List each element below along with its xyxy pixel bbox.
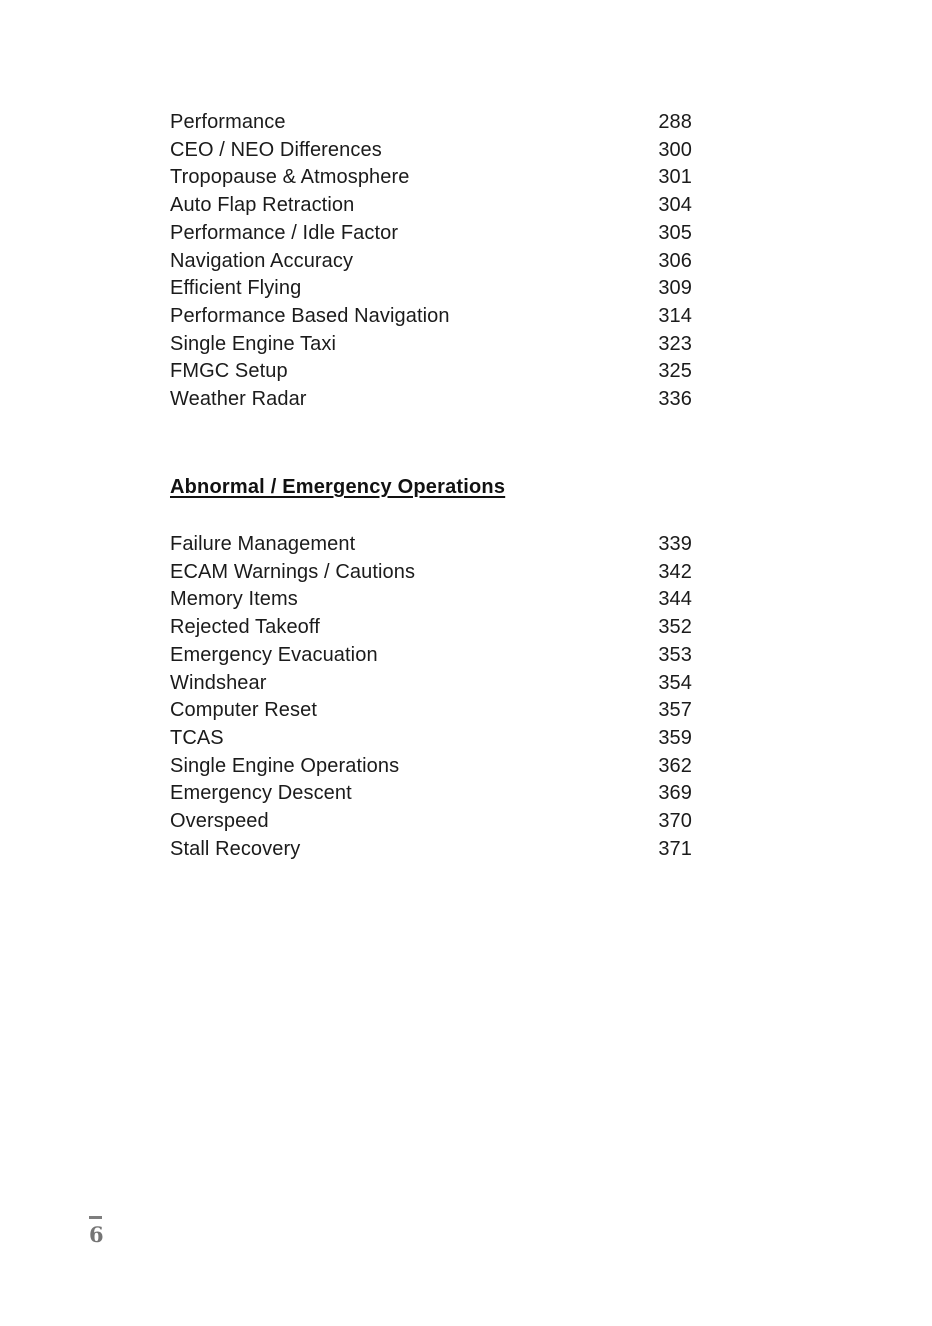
toc-row: [170, 559, 692, 587]
toc-row: [170, 275, 692, 303]
toc-item-page-number: 304: [658, 194, 692, 217]
toc-row: [170, 836, 692, 864]
toc-row: [170, 137, 692, 165]
toc-item-title: Emergency Descent: [170, 782, 352, 805]
toc-row: [170, 808, 692, 836]
toc-section-abnormal-emergency-operations: [170, 531, 692, 863]
toc-item-page-number: 314: [658, 304, 692, 327]
toc-item-page-number: 371: [658, 837, 692, 860]
toc-item-title: Weather Radar: [170, 388, 307, 411]
toc-item-title: Performance: [170, 111, 286, 133]
toc-item-page-number: 359: [658, 726, 692, 749]
footer-rule: [89, 1216, 102, 1219]
toc-item-page-number: 342: [658, 560, 692, 583]
toc-item-title: Efficient Flying: [170, 277, 302, 300]
toc-item-title: Windshear: [170, 671, 267, 694]
toc-item-title: Overspeed: [170, 810, 269, 833]
section-heading-abnormal-emergency-operations: Abnormal / Emergency Operations: [170, 476, 506, 498]
toc-row: [170, 642, 692, 670]
toc-item-title: Stall Recovery: [170, 837, 301, 860]
toc-item-page-number: 288: [658, 111, 692, 133]
toc-row: [170, 192, 692, 220]
toc-item-title: TCAS: [170, 726, 224, 749]
toc-row: [170, 164, 692, 192]
toc-item-title: FMGC Setup: [170, 360, 288, 383]
toc-row: [170, 670, 692, 698]
toc-row: [170, 586, 692, 614]
toc-item-title: Failure Management: [170, 533, 356, 555]
toc-item-title: CEO / NEO Differences: [170, 138, 382, 161]
toc-item-page-number: 344: [658, 588, 692, 611]
toc-row: [170, 614, 692, 642]
toc-item-page-number: 300: [658, 138, 692, 161]
toc-item-page-number: 354: [658, 671, 692, 694]
toc-row: [170, 331, 692, 359]
toc-row: [170, 753, 692, 781]
toc-item-title: Computer Reset: [170, 699, 318, 722]
toc-item-title: Single Engine Operations: [170, 754, 400, 777]
toc-item-title: Performance / Idle Factor: [170, 221, 399, 244]
toc-item-page-number: 309: [658, 277, 692, 300]
toc-item-page-number: 323: [658, 332, 692, 355]
toc-item-title: Navigation Accuracy: [170, 249, 354, 272]
toc-item-page-number: 352: [658, 616, 692, 639]
toc-row: [170, 697, 692, 725]
toc-item-title: ECAM Warnings / Cautions: [170, 560, 416, 583]
toc-item-title: Emergency Evacuation: [170, 643, 378, 666]
toc-item-title: Rejected Takeoff: [170, 616, 320, 639]
toc-item-page-number: 306: [658, 249, 692, 272]
toc-row: [170, 780, 692, 808]
toc-item-page-number: 325: [658, 360, 692, 383]
toc-item-title: Single Engine Taxi: [170, 332, 336, 355]
toc-item-page-number: 339: [658, 533, 692, 555]
toc-item-title: Memory Items: [170, 588, 298, 611]
toc-item-title: Auto Flap Retraction: [170, 194, 355, 217]
toc-row: [170, 248, 692, 276]
toc-item-page-number: 362: [658, 754, 692, 777]
toc-item-page-number: 357: [658, 699, 692, 722]
footer-page-number: 6: [89, 1222, 104, 1247]
toc-section-normal-operations: [170, 109, 692, 414]
toc-row: [170, 725, 692, 753]
toc-item-page-number: 369: [658, 782, 692, 805]
toc-item-page-number: 336: [658, 388, 692, 411]
toc-row: [170, 386, 692, 414]
toc-item-page-number: 353: [658, 643, 692, 666]
toc-item-title: Tropopause & Atmosphere: [170, 166, 410, 189]
toc-row: [170, 303, 692, 331]
toc-item-page-number: 370: [658, 810, 692, 833]
toc-item-page-number: 301: [658, 166, 692, 189]
page-footer: [89, 1216, 104, 1245]
toc-row: [170, 531, 692, 559]
toc-row: [170, 109, 692, 137]
toc-row: [170, 358, 692, 386]
toc-item-title: Performance Based Navigation: [170, 304, 450, 327]
toc-item-page-number: 305: [658, 221, 692, 244]
toc-row: [170, 220, 692, 248]
